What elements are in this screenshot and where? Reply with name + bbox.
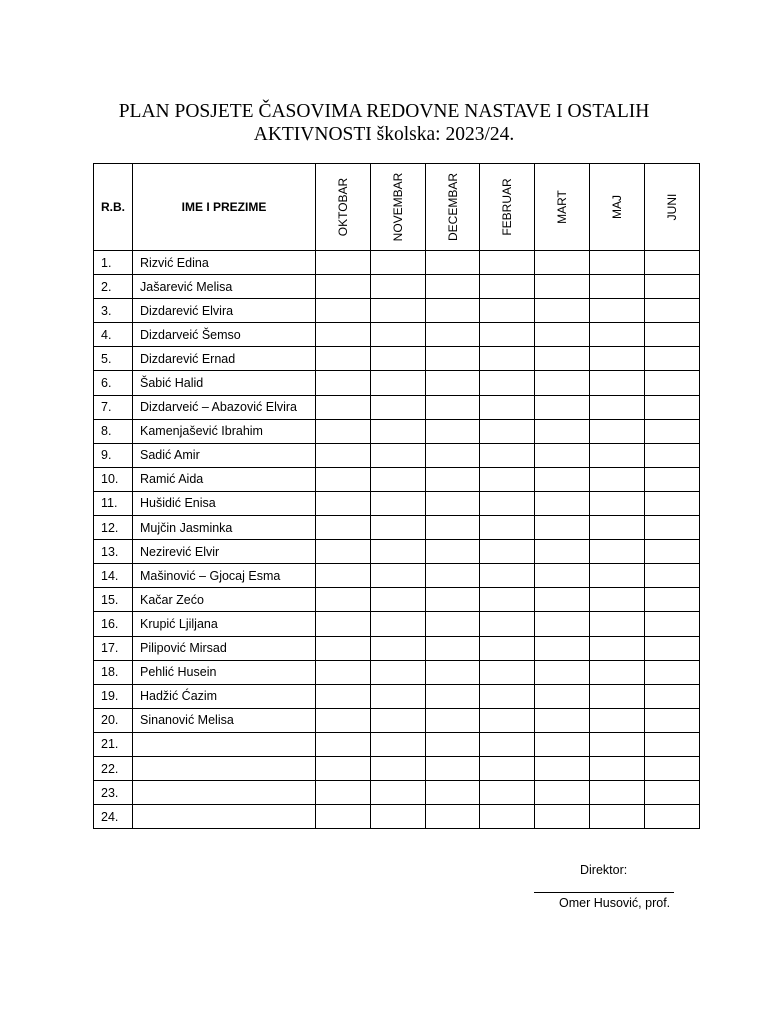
month-cell: [480, 636, 535, 660]
month-cell: [371, 612, 426, 636]
row-number: 14.: [94, 564, 133, 588]
row-name: Mujčin Jasminka: [133, 516, 316, 540]
table-header-row: [94, 164, 700, 251]
month-cell: [316, 732, 371, 756]
month-cell: [480, 275, 535, 299]
month-cell: [480, 708, 535, 732]
month-cell: [426, 516, 480, 540]
row-name: [133, 756, 316, 780]
month-cell: [426, 251, 480, 275]
month-cell: [645, 612, 700, 636]
month-cell: [645, 371, 700, 395]
table-row: [94, 756, 700, 780]
month-cell: [590, 564, 645, 588]
month-cell: [426, 347, 480, 371]
month-cell: [590, 588, 645, 612]
month-cell: [535, 540, 590, 564]
month-cell: [426, 299, 480, 323]
table-row: [94, 419, 700, 443]
month-cell: [480, 732, 535, 756]
month-cell: [316, 299, 371, 323]
table-row: [94, 588, 700, 612]
row-number: 19.: [94, 684, 133, 708]
month-cell: [371, 467, 426, 491]
month-cell: [535, 805, 590, 829]
month-cell: [426, 467, 480, 491]
month-cell: [426, 491, 480, 515]
row-number: 11.: [94, 491, 133, 515]
table-row: [94, 323, 700, 347]
month-label: OKTOBAR: [336, 177, 350, 237]
month-cell: [590, 251, 645, 275]
month-cell: [535, 347, 590, 371]
row-name: Jašarević Melisa: [133, 275, 316, 299]
month-cell: [316, 708, 371, 732]
month-cell: [535, 491, 590, 515]
header-month-mart: [535, 164, 590, 251]
month-cell: [535, 781, 590, 805]
month-cell: [426, 564, 480, 588]
row-name: Dizdarveić – Abazović Elvira: [133, 395, 316, 419]
header-month-juni: [645, 164, 700, 251]
month-cell: [426, 275, 480, 299]
month-cell: [645, 781, 700, 805]
month-cell: [316, 443, 371, 467]
month-cell: [590, 708, 645, 732]
month-cell: [590, 323, 645, 347]
month-cell: [535, 251, 590, 275]
month-label: MAJ: [610, 195, 624, 219]
month-cell: [316, 781, 371, 805]
month-cell: [426, 612, 480, 636]
month-cell: [535, 660, 590, 684]
month-cell: [316, 540, 371, 564]
month-cell: [645, 636, 700, 660]
table-row: [94, 708, 700, 732]
month-cell: [316, 612, 371, 636]
row-number: 18.: [94, 660, 133, 684]
month-cell: [371, 323, 426, 347]
month-cell: [645, 491, 700, 515]
month-cell: [590, 347, 645, 371]
month-label: DECEMBAR: [445, 172, 460, 242]
month-cell: [316, 684, 371, 708]
row-name: Mašinović – Gjocaj Esma: [133, 564, 316, 588]
row-name: Hušidić Enisa: [133, 491, 316, 515]
month-cell: [645, 708, 700, 732]
month-cell: [426, 708, 480, 732]
month-cell: [535, 516, 590, 540]
row-name: Dizdarević Elvira: [133, 299, 316, 323]
table-row: [94, 251, 700, 275]
month-cell: [535, 275, 590, 299]
month-cell: [535, 708, 590, 732]
signature-name: Omer Husović, prof.: [559, 896, 671, 910]
month-cell: [590, 805, 645, 829]
month-cell: [316, 756, 371, 780]
month-cell: [371, 491, 426, 515]
month-cell: [590, 612, 645, 636]
month-cell: [535, 299, 590, 323]
month-cell: [316, 251, 371, 275]
title-line-1: PLAN POSJETE ČASOVIMA REDOVNE NASTAVE I OSTALIH: [118, 101, 650, 122]
month-cell: [480, 251, 535, 275]
month-cell: [645, 805, 700, 829]
month-cell: [426, 395, 480, 419]
header-month-oktobar: [316, 164, 371, 251]
month-cell: [426, 540, 480, 564]
table-row: [94, 467, 700, 491]
table-row: [94, 516, 700, 540]
month-cell: [480, 684, 535, 708]
month-cell: [480, 491, 535, 515]
month-cell: [371, 419, 426, 443]
row-name: Ramić Aida: [133, 467, 316, 491]
row-name: [133, 805, 316, 829]
header-month-novembar: [371, 164, 426, 251]
row-number: 15.: [94, 588, 133, 612]
month-cell: [590, 299, 645, 323]
month-cell: [535, 323, 590, 347]
row-number: 21.: [94, 732, 133, 756]
month-label: MART: [555, 190, 569, 224]
month-cell: [316, 805, 371, 829]
row-number: 7.: [94, 395, 133, 419]
row-name: [133, 732, 316, 756]
table-row: [94, 660, 700, 684]
title-line-2: AKTIVNOSTI školska: 2023/24.: [253, 124, 515, 145]
month-cell: [426, 781, 480, 805]
table-row: [94, 612, 700, 636]
month-cell: [645, 660, 700, 684]
month-cell: [535, 443, 590, 467]
month-cell: [535, 732, 590, 756]
month-cell: [480, 443, 535, 467]
month-cell: [645, 251, 700, 275]
month-cell: [480, 564, 535, 588]
header-rb: R.B.: [94, 164, 133, 251]
month-cell: [316, 467, 371, 491]
month-cell: [371, 732, 426, 756]
header-month-februar: [480, 164, 535, 251]
month-cell: [371, 540, 426, 564]
month-cell: [316, 636, 371, 660]
month-cell: [316, 419, 371, 443]
month-label: NOVEMBAR: [391, 172, 405, 242]
month-cell: [645, 299, 700, 323]
month-cell: [645, 588, 700, 612]
month-cell: [590, 732, 645, 756]
month-cell: [480, 516, 535, 540]
month-cell: [316, 660, 371, 684]
header-month-maj: [590, 164, 645, 251]
month-cell: [590, 371, 645, 395]
month-cell: [426, 443, 480, 467]
month-cell: [590, 491, 645, 515]
month-cell: [535, 564, 590, 588]
month-cell: [590, 516, 645, 540]
row-name: Hadžić Ćazim: [133, 684, 316, 708]
month-cell: [426, 371, 480, 395]
month-cell: [645, 467, 700, 491]
month-cell: [645, 347, 700, 371]
month-cell: [371, 805, 426, 829]
row-number: 6.: [94, 371, 133, 395]
month-cell: [645, 540, 700, 564]
table-row: [94, 371, 700, 395]
table-row: [94, 684, 700, 708]
row-number: 9.: [94, 443, 133, 467]
row-number: 23.: [94, 781, 133, 805]
month-cell: [590, 684, 645, 708]
month-cell: [371, 347, 426, 371]
table-row: [94, 805, 700, 829]
row-number: 5.: [94, 347, 133, 371]
month-cell: [426, 805, 480, 829]
month-label: JUNI: [665, 193, 679, 221]
month-cell: [590, 540, 645, 564]
month-cell: [371, 516, 426, 540]
month-cell: [535, 612, 590, 636]
row-name: Krupić Ljiljana: [133, 612, 316, 636]
month-cell: [316, 588, 371, 612]
row-number: 3.: [94, 299, 133, 323]
month-cell: [645, 275, 700, 299]
row-name: Rizvić Edina: [133, 251, 316, 275]
month-cell: [316, 564, 371, 588]
table-row: [94, 636, 700, 660]
month-cell: [480, 347, 535, 371]
month-cell: [645, 732, 700, 756]
month-cell: [426, 323, 480, 347]
row-name: Sadić Amir: [133, 443, 316, 467]
signature-role: Direktor:: [580, 863, 628, 877]
row-number: 12.: [94, 516, 133, 540]
month-cell: [371, 708, 426, 732]
month-cell: [316, 347, 371, 371]
month-cell: [480, 395, 535, 419]
month-cell: [535, 636, 590, 660]
row-name: Pilipović Mirsad: [133, 636, 316, 660]
header-name: IME I PREZIME: [133, 164, 316, 251]
row-number: 20.: [94, 708, 133, 732]
month-cell: [316, 275, 371, 299]
month-cell: [426, 419, 480, 443]
table-row: [94, 781, 700, 805]
month-cell: [371, 251, 426, 275]
month-cell: [371, 443, 426, 467]
month-cell: [590, 419, 645, 443]
month-cell: [316, 491, 371, 515]
month-cell: [316, 516, 371, 540]
month-cell: [590, 636, 645, 660]
month-cell: [480, 612, 535, 636]
table-row: [94, 491, 700, 515]
row-number: 17.: [94, 636, 133, 660]
month-label: FEBRUAR: [500, 178, 514, 236]
month-cell: [371, 660, 426, 684]
month-cell: [426, 660, 480, 684]
month-cell: [371, 275, 426, 299]
month-cell: [480, 781, 535, 805]
table-row: [94, 395, 700, 419]
month-cell: [426, 684, 480, 708]
month-cell: [645, 443, 700, 467]
month-cell: [480, 371, 535, 395]
month-cell: [316, 395, 371, 419]
month-cell: [480, 660, 535, 684]
table-row: [94, 732, 700, 756]
table-row: [94, 275, 700, 299]
month-cell: [645, 684, 700, 708]
row-name: Šabić Halid: [133, 371, 316, 395]
row-name: Kamenjašević Ibrahim: [133, 419, 316, 443]
row-number: 13.: [94, 540, 133, 564]
month-cell: [645, 516, 700, 540]
row-name: Kačar Zećo: [133, 588, 316, 612]
month-cell: [371, 756, 426, 780]
month-cell: [590, 781, 645, 805]
month-cell: [371, 588, 426, 612]
month-cell: [426, 588, 480, 612]
row-name: Dizdarević Ernad: [133, 347, 316, 371]
row-name: Sinanović Melisa: [133, 708, 316, 732]
month-cell: [371, 636, 426, 660]
month-cell: [535, 371, 590, 395]
table-row: [94, 347, 700, 371]
month-cell: [590, 467, 645, 491]
month-cell: [590, 395, 645, 419]
row-name: [133, 781, 316, 805]
month-cell: [480, 540, 535, 564]
month-cell: [480, 299, 535, 323]
row-name: Nezirević Elvir: [133, 540, 316, 564]
month-cell: [480, 588, 535, 612]
month-cell: [645, 419, 700, 443]
signature-line: [534, 892, 674, 893]
month-cell: [590, 275, 645, 299]
document-title: [0, 100, 768, 146]
table-row: [94, 299, 700, 323]
month-cell: [480, 467, 535, 491]
month-cell: [371, 564, 426, 588]
month-cell: [480, 323, 535, 347]
month-cell: [480, 805, 535, 829]
table-row: [94, 564, 700, 588]
month-cell: [645, 323, 700, 347]
visit-plan-table: [93, 163, 700, 829]
month-cell: [316, 371, 371, 395]
row-name: Pehlić Husein: [133, 660, 316, 684]
month-cell: [371, 684, 426, 708]
row-number: 22.: [94, 756, 133, 780]
row-number: 1.: [94, 251, 133, 275]
month-cell: [371, 299, 426, 323]
row-number: 16.: [94, 612, 133, 636]
month-cell: [590, 660, 645, 684]
row-name: Dizdarveić Šemso: [133, 323, 316, 347]
month-cell: [590, 756, 645, 780]
month-cell: [426, 636, 480, 660]
row-number: 10.: [94, 467, 133, 491]
month-cell: [371, 781, 426, 805]
month-cell: [371, 395, 426, 419]
month-cell: [535, 395, 590, 419]
row-number: 2.: [94, 275, 133, 299]
table-body: [94, 251, 700, 829]
month-cell: [535, 467, 590, 491]
month-cell: [535, 588, 590, 612]
month-cell: [590, 443, 645, 467]
month-cell: [371, 371, 426, 395]
month-cell: [645, 564, 700, 588]
month-cell: [426, 732, 480, 756]
table-row: [94, 443, 700, 467]
month-cell: [480, 756, 535, 780]
month-cell: [535, 419, 590, 443]
month-cell: [480, 419, 535, 443]
header-month-decembar: [426, 164, 480, 251]
row-number: 24.: [94, 805, 133, 829]
month-cell: [645, 395, 700, 419]
month-cell: [426, 756, 480, 780]
table-row: [94, 540, 700, 564]
month-cell: [645, 756, 700, 780]
month-cell: [535, 756, 590, 780]
row-number: 4.: [94, 323, 133, 347]
row-number: 8.: [94, 419, 133, 443]
month-cell: [316, 323, 371, 347]
month-cell: [535, 684, 590, 708]
